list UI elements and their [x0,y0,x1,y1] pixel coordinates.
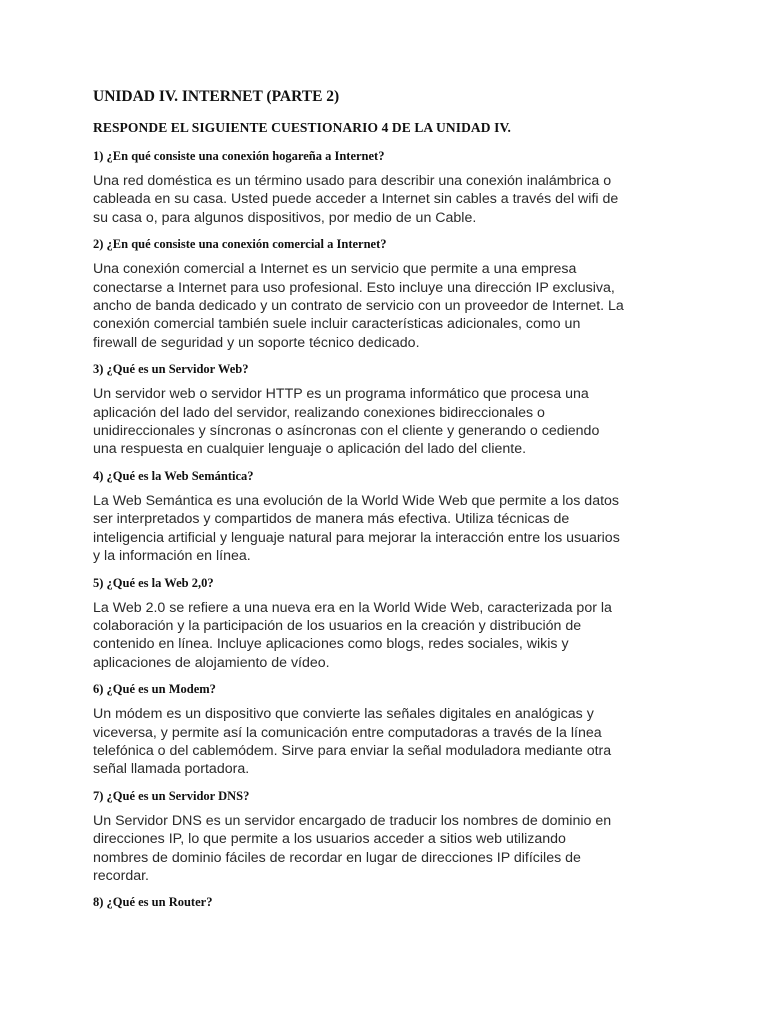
qa-item-8 [93,893,683,911]
qa-item-5 [93,574,683,673]
answer-1: Una red doméstica es un término usado para describir una conexión inalámbrica o cableada en su casa. Usted puede acceder a Internet sin cables a través del wifi de su casa o, para algunos dispositivos, por medio de un Cable. [93,173,619,226]
question-3: 3) ¿Qué es un Servidor Web? [93,362,249,377]
document-subtitle: RESPONDE EL SIGUIENTE CUESTIONARIO 4 DE LA UNIDAD IV. [93,120,512,135]
qa-item-7 [93,787,683,886]
question-1: 1) ¿En qué consiste una conexión hogareña a Internet? [93,149,385,163]
qa-item-1 [93,147,683,227]
answer-2: Una conexión comercial a Internet es un servicio que permite a una empresa conectarse a Internet para uso profesional. Esto incluye una dirección IP exclusiva, ancho de banda dedicado y un contrato de servicio con un proveedor de Internet. La conexión comercial también suele incluir características adicionales, como un firewall de seguridad y un soporte técnico dedicado. [93,261,624,351]
answer-4: La Web Semántica es una evolución de la World Wide Web que permite a los datos ser interpretados y compartidos de manera más efectiva. Utiliza técnicas de inteligencia artificial y lenguaje natural para mejorar la interacción entre los usuarios y la información en línea. [93,492,620,565]
question-6: 6) ¿Qué es un Modem? [93,682,216,697]
question-4: 4) ¿Qué es la Web Semántica? [93,468,254,483]
qa-item-4 [93,467,683,566]
qa-item-2 [93,235,683,352]
question-7: 7) ¿Qué es un Servidor DNS? [93,788,250,803]
question-5: 5) ¿Qué es la Web 2,0? [93,575,214,590]
document-page [93,86,683,918]
answer-3: Un servidor web o servidor HTTP es un programa informático que procesa una aplicación del lado del servidor, realizando conexiones bidireccionales o unidireccionales y síncronas o asíncronas con el cliente y generando o cediendo una respuesta en cualquier lenguaje o aplicación del lado del cliente. [93,386,600,458]
document-title: UNIDAD IV. INTERNET (PARTE 2) [93,88,340,105]
qa-item-3 [93,360,683,459]
qa-item-6 [93,680,683,779]
question-2: 2) ¿En qué consiste una conexión comercial a Internet? [93,237,387,252]
answer-6: Un módem es un dispositivo que convierte las señales digitales en analógicas y viceversa, y permite así la comunicación entre computadoras a través de la línea telefónica o del cablemódem. Sirve para enviar la señal moduladora mediante otra señal llamada portadora. [93,706,612,778]
question-8: 8) ¿Qué es un Router? [93,895,213,910]
answer-5: La Web 2.0 se refiere a una nueva era en la World Wide Web, caracterizada por la colaboración y la participación de los usuarios en la creación y distribución de contenido en línea. Incluye aplicaciones como blogs, redes sociales, wikis y aplicaciones de alojamiento de vídeo. [93,599,612,671]
answer-7: Un Servidor DNS es un servidor encargado de traducir los nombres de dominio en direcciones IP, lo que permite a los usuarios acceder a sitios web utilizando nombres de dominio fáciles de recordar en lugar de direcciones IP difíciles de recordar. [93,812,612,884]
